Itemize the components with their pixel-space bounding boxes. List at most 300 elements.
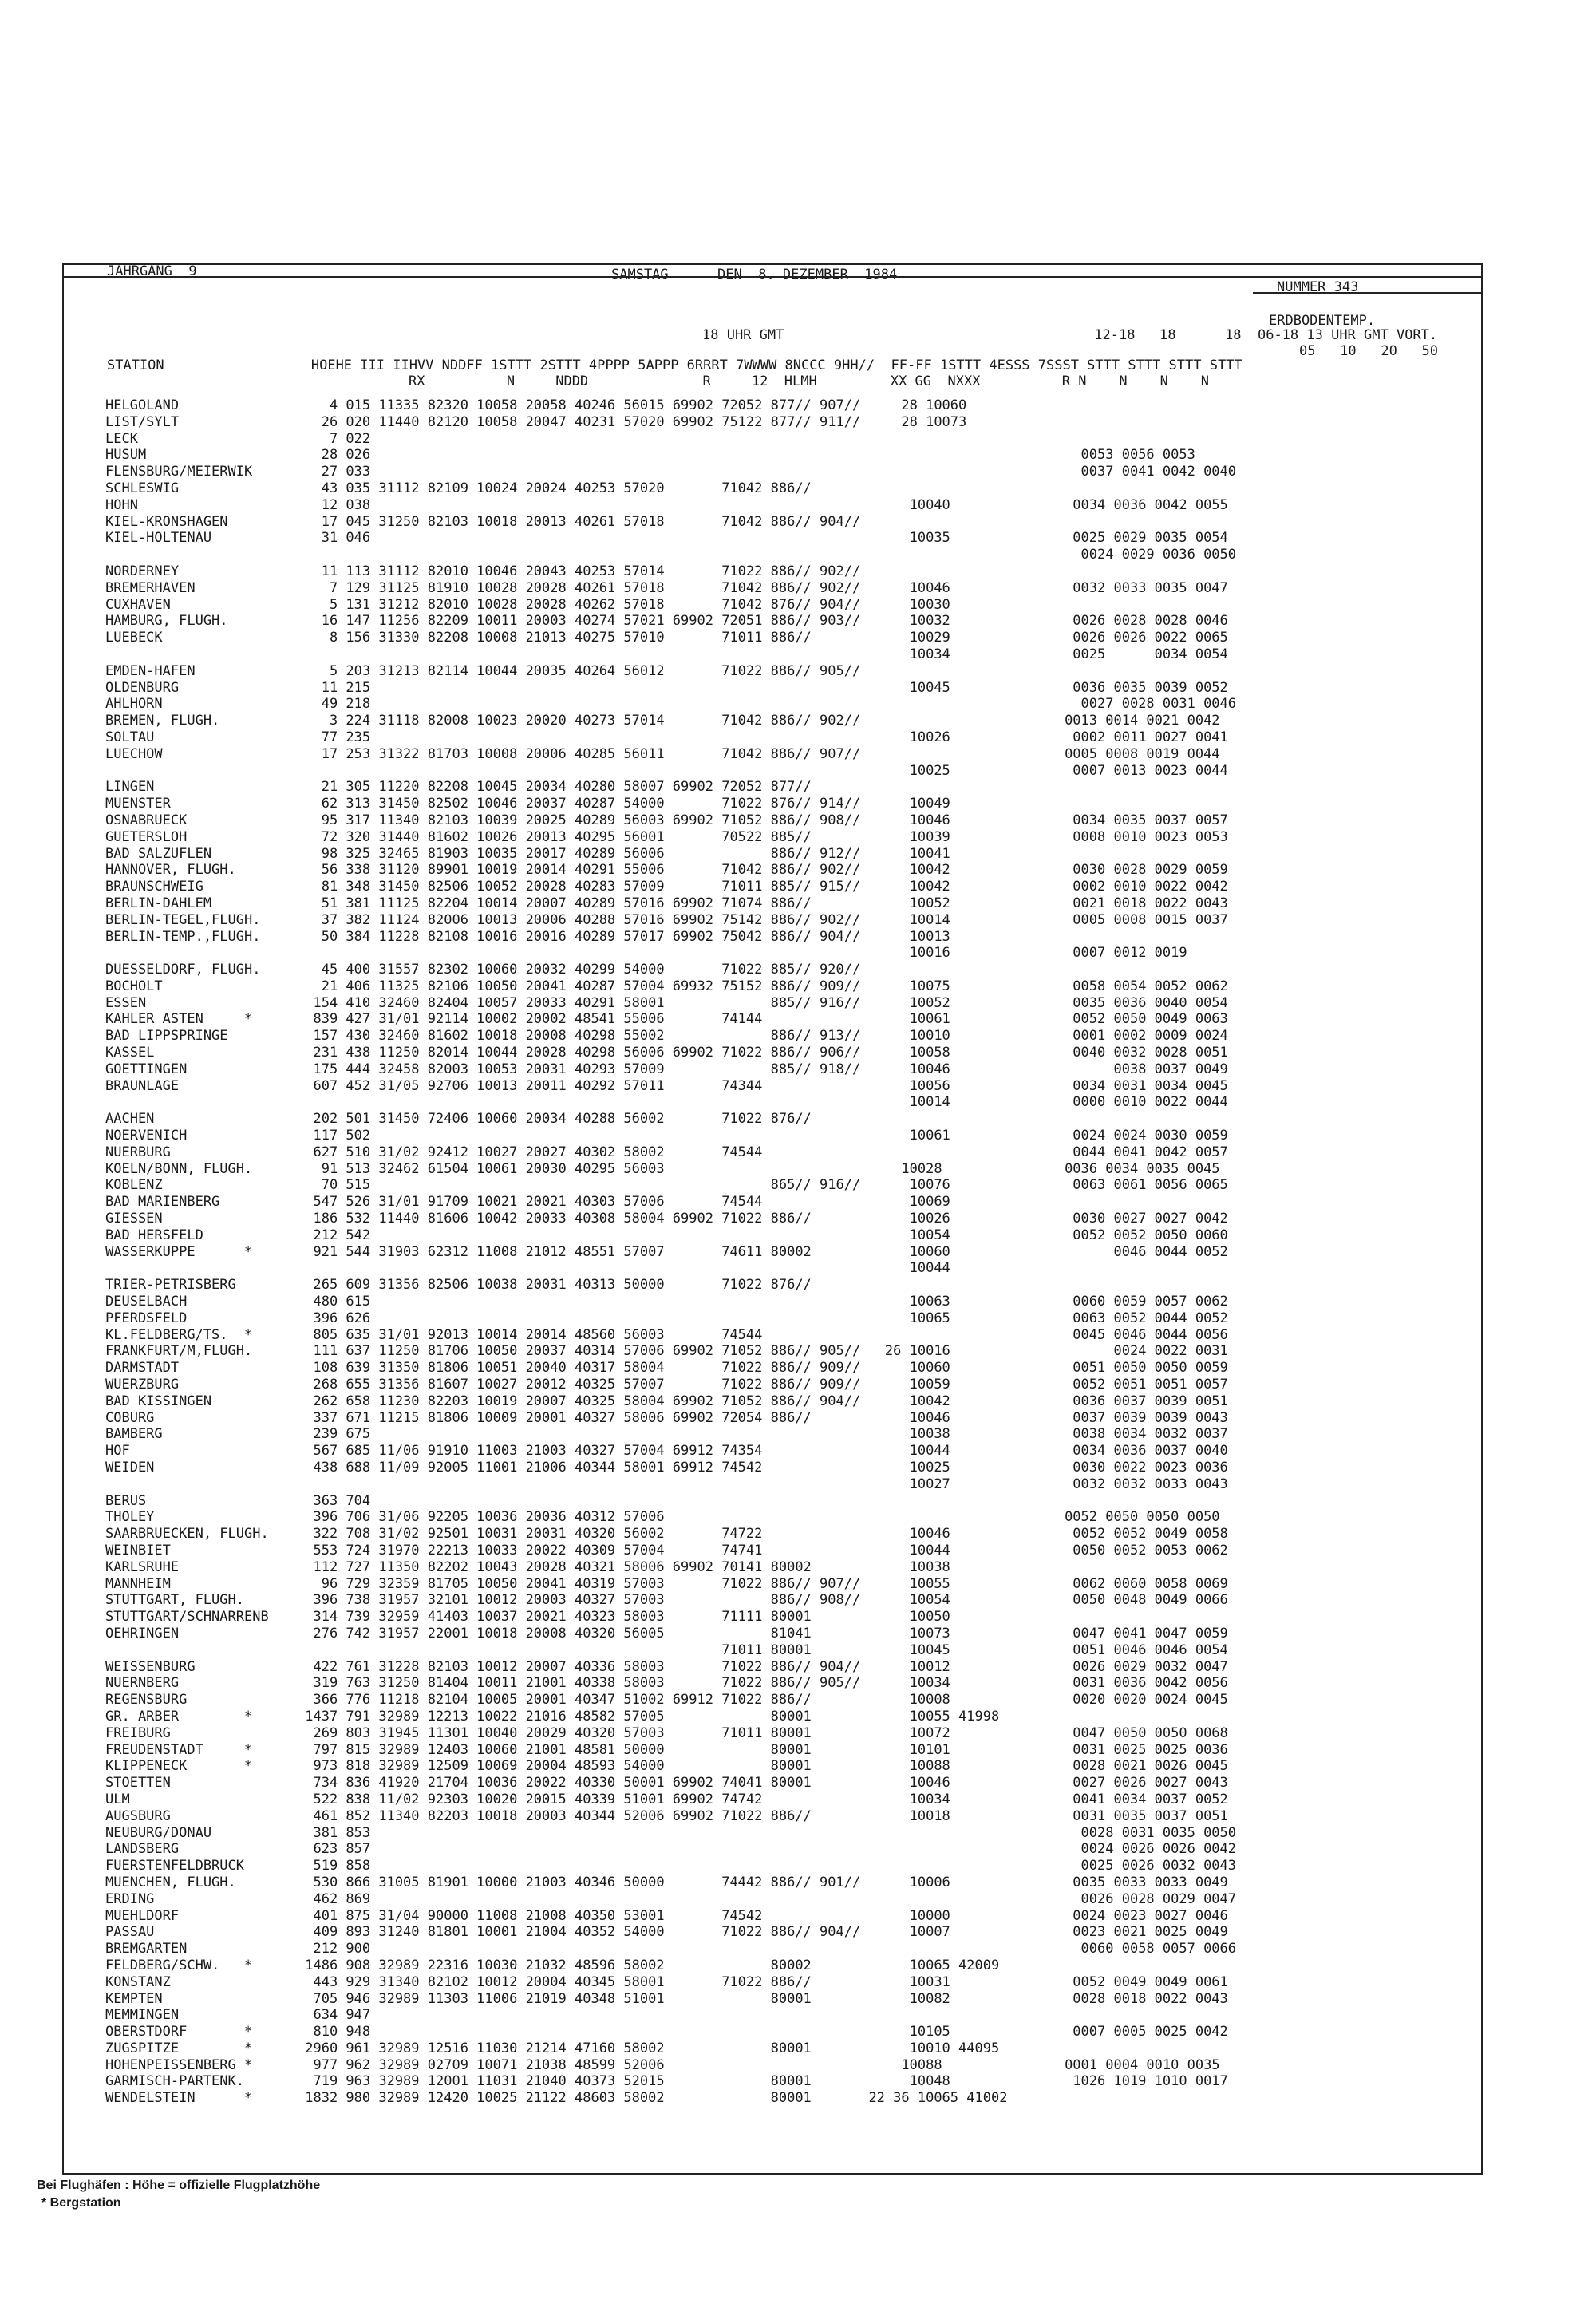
station-values: 438 688 11/09 92005 11001 21006 40344 58001 69912 74542 10025 0030 0022 0023 0036 [297, 1460, 1228, 1476]
table-row [105, 397, 1236, 414]
station-values: 212 542 10054 0052 0052 0050 0060 [297, 1227, 1228, 1243]
station-values: 522 838 11/02 92303 10020 20015 40339 51001 69902 74742 10034 0041 0034 0037 0052 [297, 1791, 1228, 1807]
station-values: 4 015 11335 82320 10058 20058 40246 56015 69902 72052 877// 907// 28 10060 [297, 397, 967, 413]
station-values: 186 532 11440 81606 10042 20033 40308 58004 69902 71022 886// 10026 0030 0027 0027 0042 [297, 1211, 1228, 1227]
station-values: 202 501 31450 72406 10060 20034 40288 56002 71022 876// [297, 1111, 812, 1128]
station-values: 314 739 32959 41403 10037 20021 40323 58003 71111 80001 10050 [297, 1609, 950, 1626]
station-values: 268 655 31356 81607 10027 20012 40325 57007 71022 886// 909// 10059 0052 0051 0051 0057 [297, 1377, 1228, 1393]
table-row [105, 1908, 1236, 1925]
table-row [105, 929, 1236, 946]
station-values: 977 962 32989 02709 10071 21038 48599 52006 10088 0001 0004 0010 0035 [297, 2056, 1220, 2073]
station-name: KIEL-HOLTENAU [105, 530, 212, 547]
station-name: HOF [105, 1443, 130, 1460]
station-values: 1832 980 32989 12420 10025 21122 48603 58002 80001 22 36 10065 41002 [297, 2090, 1008, 2107]
station-values: 108 639 31350 81806 10051 20040 40317 58004 71022 886// 909// 10060 0051 0050 0050 0059 [297, 1360, 1228, 1377]
station-values: 734 836 41920 21704 10036 20022 40330 50001 69902 74041 80001 10046 0027 0026 0027 0043 [297, 1775, 1228, 1792]
station-values: 10016 0007 0012 0019 [297, 945, 1187, 962]
table-row [105, 1177, 1236, 1194]
station-values: 45 400 31557 82302 10060 20032 40299 54000 71022 885// 920// [297, 962, 861, 978]
station-values: 49 218 0027 0028 0031 0046 [297, 696, 1237, 713]
station-values: 117 502 10061 0024 0024 0030 0059 [297, 1128, 1228, 1144]
station-name: NUERBURG [105, 1144, 171, 1160]
nummer-label: NUMMER 343 [1277, 279, 1359, 295]
station-name: STUTTGART/SCHNARRENB [105, 1609, 269, 1626]
station-values: 276 742 31957 22001 10018 20008 40320 56005 81041 10073 0047 0041 0047 0059 [297, 1625, 1228, 1642]
column-subheadings: RX N NDDD R 12 HLMH XX GG NXXX R N N N N [409, 373, 1210, 389]
table-row [105, 1958, 1236, 1974]
station-name: WEISSENBURG [105, 1658, 196, 1675]
table-row [105, 1460, 1236, 1476]
table-row [105, 1377, 1236, 1393]
table-row [105, 829, 1236, 846]
table-row [105, 580, 1236, 597]
table-row [105, 1742, 1236, 1759]
table-row [105, 713, 1236, 729]
station-name: BERLIN-DAHLEM [105, 895, 212, 911]
station-values: 0024 0029 0036 0050 [297, 547, 1237, 563]
station-values: 607 452 31/05 92706 10013 20011 40292 57011 74344 10056 0034 0031 0034 0045 [297, 1077, 1228, 1094]
table-row [105, 1858, 1236, 1875]
station-name: KONSTANZ [105, 1973, 171, 1990]
station-name: BREMGARTEN [105, 1941, 188, 1958]
station-name: DEUSELBACH [105, 1294, 188, 1310]
station-values: 462 869 0026 0028 0029 0047 [297, 1890, 1237, 1907]
station-name: DARMSTADT [105, 1360, 180, 1377]
table-row [105, 447, 1236, 464]
station-values: 627 510 31/02 92412 10027 20027 40302 58002 74544 0044 0041 0042 0057 [297, 1144, 1228, 1160]
station-name: STUTTGART, FLUGH. [105, 1592, 244, 1609]
table-row [105, 1941, 1236, 1958]
station-values: 51 381 11125 82204 10014 20007 40289 57016 69902 71074 886// 10052 0021 0018 0022 0043 [297, 895, 1228, 911]
table-row [105, 1725, 1236, 1742]
station-name: AACHEN [105, 1111, 155, 1128]
table-row [105, 2024, 1236, 2041]
station-name: GOETTINGEN [105, 1061, 188, 1077]
station-name: KASSEL [105, 1045, 155, 1061]
table-row [105, 746, 1236, 763]
station-name: MANNHEIM [105, 1575, 171, 1592]
station-values: 95 317 11340 82103 10039 20025 40289 56003 69902 71052 886// 908// 10046 0034 0035 0037 0057 [297, 812, 1228, 828]
depth-heading: 05 10 20 50 [1299, 343, 1438, 359]
station-name: BAD MARIENBERG [105, 1194, 220, 1211]
table-row [105, 1808, 1236, 1825]
station-table [105, 397, 1236, 2107]
table-row [105, 1543, 1236, 1559]
table-row [105, 1659, 1236, 1676]
table-row [105, 1675, 1236, 1692]
station-name: PASSAU [105, 1924, 155, 1941]
station-name: KAHLER ASTEN * [105, 1011, 253, 1028]
station-values: 175 444 32458 82003 10053 20031 40293 57009 885// 918// 10046 0038 0037 0049 [297, 1061, 1228, 1077]
station-name: ULM [105, 1791, 130, 1807]
table-row [105, 1592, 1236, 1609]
station-name: GIESSEN [105, 1211, 163, 1227]
station-values: 10044 [297, 1260, 950, 1277]
station-name: FUERSTENFELDBRUCK [105, 1858, 244, 1875]
table-row [105, 1692, 1236, 1709]
station-name: HELGOLAND [105, 397, 180, 413]
station-name: KEMPTEN [105, 1990, 163, 2007]
station-values: 81 348 31450 82506 10052 20028 40283 57009 71011 885// 915// 10042 0002 0010 0022 0042 [297, 879, 1228, 895]
station-name: SCHLESWIG [105, 480, 180, 496]
table-row [105, 1028, 1236, 1045]
station-name: KARLSRUHE [105, 1559, 180, 1575]
station-values: 634 947 [297, 2007, 371, 2024]
station-values: 72 320 31440 81602 10026 20013 40295 56001 70522 885// 10039 0008 0010 0023 0053 [297, 828, 1228, 845]
station-values: 231 438 11250 82014 10044 20028 40298 56006 69902 71022 886// 906// 10058 0040 0032 0028 0051 [297, 1045, 1228, 1061]
table-row [105, 1144, 1236, 1161]
station-name: BOCHOLT [105, 978, 163, 994]
station-name: HANNOVER, FLUGH. [105, 862, 236, 879]
station-values: 43 035 31112 82109 10024 20024 40253 57020 71042 886// [297, 480, 812, 496]
table-row [105, 1576, 1236, 1593]
table-row [105, 1343, 1236, 1360]
table-row [105, 2007, 1236, 2024]
table-row [105, 962, 1236, 978]
table-row [105, 1194, 1236, 1211]
station-name: BAMBERG [105, 1426, 163, 1443]
station-name: LUEBECK [105, 630, 163, 646]
station-values: 810 948 10105 0007 0005 0025 0042 [297, 2024, 1228, 2041]
station-values: 363 704 [297, 1492, 371, 1509]
station-name: NOERVENICH [105, 1128, 188, 1144]
column-headings: STATION HOEHE III IIHVV NDDFF 1STTT 2STTT 4PPPP 5APPP 6RRRT 7WWWW 8NCCC 9HH// FF-FF 1STTT 4ESSS 7SSST STTT STTT STTT STTT [107, 358, 1242, 373]
table-row [105, 630, 1236, 646]
station-values: 28 026 0053 0056 0053 [297, 447, 1195, 464]
station-name: BERLIN-TEMP.,FLUGH. [105, 928, 261, 945]
station-values: 111 637 11250 81706 10050 20037 40314 57006 69902 71052 886// 905// 26 10016 0024 0022 0031 [297, 1343, 1228, 1360]
station-values: 623 857 0024 0026 0026 0042 [297, 1841, 1237, 1858]
table-row [105, 1493, 1236, 1510]
table-row [105, 530, 1236, 547]
table-row [105, 1526, 1236, 1543]
station-values: 480 615 10063 0060 0059 0057 0062 [297, 1294, 1228, 1310]
erdboden-heading: ERDBODENTEMP. [1269, 313, 1376, 329]
station-values: 396 738 31957 32101 10012 20003 40327 57003 886// 908// 10054 0050 0048 0049 0066 [297, 1592, 1228, 1609]
station-values: 422 761 31228 82103 10012 20007 40336 58003 71022 886// 904// 10012 0026 0029 0032 0047 [297, 1658, 1228, 1675]
station-name: WUERZBURG [105, 1377, 180, 1393]
footnote-airports: Bei Flughäfen : Höhe = offizielle Flugplatzhöhe [37, 2179, 321, 2192]
table-row [105, 1426, 1236, 1443]
table-row [105, 1974, 1236, 1991]
table-row [105, 514, 1236, 531]
table-row [105, 1410, 1236, 1427]
station-name: MEMMINGEN [105, 2007, 180, 2024]
station-values: 5 203 31213 82114 10044 20035 40264 56012 71022 886// 905// [297, 662, 861, 679]
station-name: THOLEY [105, 1509, 155, 1526]
station-values: 2960 961 32989 12516 11030 21214 47160 58002 80001 10010 44095 [297, 2040, 1000, 2056]
table-row [105, 547, 1236, 563]
table-row [105, 1875, 1236, 1891]
station-name: KLIPPENECK * [105, 1758, 253, 1775]
station-name: MUENSTER [105, 796, 171, 812]
table-row [105, 1792, 1236, 1808]
station-name: BERLIN-TEGEL,FLUGH. [105, 911, 261, 928]
station-values: 269 803 31945 11301 10040 20029 40320 57003 71011 80001 10072 0047 0050 0050 0068 [297, 1724, 1228, 1741]
table-row [105, 2073, 1236, 2090]
station-values: 547 526 31/01 91709 10021 20021 40303 57006 74544 10069 [297, 1194, 950, 1211]
table-row [105, 1476, 1236, 1493]
table-row [105, 945, 1236, 962]
station-values: 319 763 31250 81404 10011 21001 40338 58003 71022 886// 905// 10034 0031 0036 0042 0056 [297, 1675, 1228, 1692]
station-name: BRAUNSCHWEIG [105, 879, 203, 895]
station-name: LUECHOW [105, 745, 163, 762]
station-values: 973 818 32989 12509 10069 20004 48593 54000 80001 10088 0028 0021 0026 0045 [297, 1758, 1228, 1775]
table-row [105, 563, 1236, 580]
station-values: 157 430 32460 81602 10018 20008 40298 55002 886// 913// 10010 0001 0002 0009 0024 [297, 1028, 1228, 1045]
station-name: BAD SALZUFLEN [105, 845, 212, 862]
table-row [105, 2090, 1236, 2107]
station-name: AUGSBURG [105, 1807, 171, 1824]
station-values: 31 046 10035 0025 0029 0035 0054 [297, 530, 1228, 547]
station-values: 461 852 11340 82203 10018 20003 40344 52006 69902 71022 886// 10018 0031 0035 0037 0051 [297, 1807, 1228, 1824]
table-row [105, 1443, 1236, 1460]
station-values: 1486 908 32989 22316 10030 21032 48596 58002 80002 10065 42009 [297, 1957, 1000, 1973]
station-name: GARMISCH-PARTENK. [105, 2073, 244, 2090]
table-row [105, 1709, 1236, 1725]
station-values: 10034 0025 0034 0054 [297, 646, 1228, 662]
station-name: ERDING [105, 1890, 155, 1907]
table-row [105, 1393, 1236, 1410]
station-values: 10027 0032 0032 0033 0043 [297, 1476, 1228, 1492]
table-row [105, 696, 1236, 713]
table-row [105, 1111, 1236, 1128]
station-values: 262 658 11230 82203 10019 20007 40325 58004 69902 71052 886// 904// 10042 0036 0037 0039 0051 [297, 1393, 1228, 1409]
station-name: MUENCHEN, FLUGH. [105, 1874, 236, 1890]
station-name: SAARBRUECKEN, FLUGH. [105, 1526, 269, 1543]
table-row [105, 597, 1236, 614]
table-row [105, 646, 1236, 663]
date-label: SAMSTAG DEN 8. DEZEMBER 1984 [611, 267, 898, 282]
station-values: 112 727 11350 82202 10043 20028 40321 58006 69902 70141 80002 10038 [297, 1559, 950, 1575]
table-row [105, 431, 1236, 448]
station-values: 443 929 31340 82102 10012 20004 40345 58001 71022 886// 10031 0052 0049 0049 0061 [297, 1973, 1228, 1990]
station-values: 91 513 32462 61504 10061 20030 40295 56003 10028 0036 0034 0035 0045 [297, 1160, 1220, 1177]
station-values: 37 382 11124 82006 10013 20006 40288 57016 69902 75142 886// 902// 10014 0005 0008 0015 0037 [297, 911, 1228, 928]
table-row [105, 1991, 1236, 2008]
table-row [105, 1609, 1236, 1626]
station-values: 12 038 10040 0034 0036 0042 0055 [297, 496, 1228, 513]
station-values: 265 609 31356 82506 10038 20031 40313 50000 71022 876// [297, 1277, 812, 1294]
station-values: 27 033 0037 0041 0042 0040 [297, 464, 1237, 480]
station-values: 530 866 31005 81901 10000 21003 40346 50000 74442 886// 901// 10006 0035 0033 0033 0049 [297, 1874, 1228, 1890]
table-row [105, 846, 1236, 863]
table-row [105, 613, 1236, 630]
station-values: 239 675 10038 0038 0034 0032 0037 [297, 1426, 1228, 1443]
table-row [105, 1642, 1236, 1659]
table-row [105, 1211, 1236, 1227]
station-name: WEINBIET [105, 1542, 171, 1559]
station-values: 212 900 0060 0058 0057 0066 [297, 1941, 1237, 1958]
station-values: 396 706 31/06 92205 10036 20036 40312 57006 0052 0050 0050 0050 [297, 1509, 1220, 1526]
station-name: NORDERNEY [105, 563, 180, 579]
station-name: GUETERSLOH [105, 828, 188, 845]
table-row [105, 464, 1236, 480]
station-name: EMDEN-HAFEN [105, 662, 196, 679]
station-name: OLDENBURG [105, 679, 180, 696]
station-values: 337 671 11215 81806 10009 20001 40327 58006 69902 72054 886// 10046 0037 0039 0039 0043 [297, 1409, 1228, 1426]
station-name: COBURG [105, 1409, 155, 1426]
table-row [105, 1775, 1236, 1792]
station-values: 401 875 31/04 90000 11008 21008 40350 53001 74542 10000 0024 0023 0027 0046 [297, 1907, 1228, 1924]
station-name: KIEL-KRONSHAGEN [105, 513, 228, 530]
table-row [105, 1841, 1236, 1858]
station-name: BERUS [105, 1492, 147, 1509]
station-values: 8 156 31330 82208 10008 21013 40275 57010 71011 886// 10029 0026 0026 0022 0065 [297, 630, 1228, 646]
table-row [105, 1011, 1236, 1028]
station-values: 26 020 11440 82120 10058 20047 40231 57020 69902 75122 877// 911// 28 10073 [297, 413, 967, 430]
table-row [105, 1045, 1236, 1061]
station-name: OBERSTDORF * [105, 2024, 253, 2041]
table-row [105, 1244, 1236, 1261]
station-name: TRIER-PETRISBERG [105, 1277, 236, 1294]
station-name: FREIBURG [105, 1724, 171, 1741]
station-values: 62 313 31450 82502 10046 20037 40287 54000 71022 876// 914// 10049 [297, 796, 950, 812]
table-row [105, 995, 1236, 1012]
station-values: 553 724 31970 22213 10033 20022 40309 57004 74741 10044 0050 0052 0053 0062 [297, 1542, 1228, 1559]
header-divider-right [1253, 292, 1481, 294]
table-row [105, 414, 1236, 431]
station-values: 567 685 11/06 91910 11003 21003 40327 57004 69912 74354 10044 0034 0036 0037 0040 [297, 1443, 1228, 1460]
station-name: KOELN/BONN, FLUGH. [105, 1160, 253, 1177]
station-name: HOHN [105, 496, 138, 513]
station-name: OSNABRUECK [105, 812, 188, 828]
station-values: 396 626 10065 0063 0052 0044 0052 [297, 1310, 1228, 1326]
table-row [105, 1559, 1236, 1576]
station-name: STOETTEN [105, 1775, 171, 1792]
table-row [105, 1277, 1236, 1294]
station-name: SOLTAU [105, 729, 155, 745]
station-name: HAMBURG, FLUGH. [105, 613, 228, 630]
station-values: 70 515 865// 916// 10076 0063 0061 0056 0065 [297, 1177, 1228, 1194]
table-row [105, 1360, 1236, 1377]
station-name: WASSERKUPPE * [105, 1243, 253, 1260]
station-name: AHLHORN [105, 696, 163, 713]
table-row [105, 812, 1236, 829]
table-row [105, 879, 1236, 895]
station-values: 17 045 31250 82103 10018 20013 40261 57018 71042 886// 904// [297, 513, 861, 530]
table-row [105, 680, 1236, 697]
station-name: BAD KISSINGEN [105, 1393, 212, 1409]
station-values: 1437 791 32989 12213 10022 21016 48582 57005 80001 10055 41998 [297, 1708, 1000, 1724]
station-values: 719 963 32989 12001 11031 21040 40373 52015 80001 10048 1026 1019 1010 0017 [297, 2073, 1228, 2090]
table-row [105, 1227, 1236, 1244]
station-values: 96 729 32359 81705 10050 20041 40319 57003 71022 886// 907// 10055 0062 0060 0058 0069 [297, 1575, 1228, 1592]
gmt-heading: 18 UHR GMT 12-18 18 18 06-18 13 UHR GMT VORT. [702, 327, 1438, 343]
station-name: OEHRINGEN [105, 1625, 180, 1642]
station-values: 10025 0007 0013 0023 0044 [297, 762, 1228, 779]
station-name: ZUGSPITZE * [105, 2040, 253, 2056]
station-name: BAD LIPPSPRINGE [105, 1028, 228, 1045]
table-row [105, 1825, 1236, 1842]
station-values: 705 946 32989 11303 11006 21019 40348 51001 80001 10082 0028 0018 0022 0043 [297, 1990, 1228, 2007]
station-values: 7 129 31125 81910 10028 20028 40261 57018 71042 886// 902// 10046 0032 0033 0035 0047 [297, 579, 1228, 596]
station-name: HOHENPEISSENBERG * [105, 2056, 253, 2073]
station-name: NUERNBERG [105, 1675, 180, 1692]
table-row [105, 796, 1236, 812]
table-row [105, 1128, 1236, 1144]
table-row [105, 1260, 1236, 1277]
station-name: BREMERHAVEN [105, 579, 196, 596]
table-row [105, 729, 1236, 746]
station-values: 11 113 31112 82010 10046 20043 40253 57014 71022 886// 902// [297, 563, 861, 579]
station-values: 154 410 32460 82404 10057 20033 40291 58001 885// 916// 10052 0035 0036 0040 0054 [297, 994, 1228, 1011]
station-name: LECK [105, 430, 138, 447]
station-name: CUXHAVEN [105, 596, 171, 613]
table-row [105, 895, 1236, 912]
station-name: LIST/SYLT [105, 413, 180, 430]
station-name: FRANKFURT/M,FLUGH. [105, 1343, 253, 1360]
station-values: 17 253 31322 81703 10008 20006 40285 56011 71042 886// 907// 0005 0008 0019 0044 [297, 745, 1220, 762]
table-row [105, 2041, 1236, 2057]
table-row [105, 1509, 1236, 1526]
station-name: WENDELSTEIN * [105, 2090, 253, 2107]
station-name: LANDSBERG [105, 1841, 180, 1858]
station-values: 50 384 11228 82108 10016 20016 40289 57017 69902 75042 886// 904// 10013 [297, 928, 950, 945]
station-values: 11 215 10045 0036 0035 0039 0052 [297, 679, 1228, 696]
station-values: 797 815 32989 12403 10060 21001 48581 50000 80001 10101 0031 0025 0025 0036 [297, 1741, 1228, 1758]
table-row [105, 2057, 1236, 2074]
station-values: 77 235 10026 0002 0011 0027 0041 [297, 729, 1228, 745]
station-values: 71011 80001 10045 0051 0046 0046 0054 [297, 1642, 1228, 1658]
station-name: FELDBERG/SCHW. * [105, 1957, 253, 1973]
table-row [105, 779, 1236, 796]
footnote-mountain: * Bergstation [41, 2196, 121, 2210]
station-name: NEUBURG/DONAU [105, 1824, 212, 1841]
station-values: 3 224 31118 82008 10023 20020 40273 57014 71042 886// 902// 0013 0014 0021 0042 [297, 713, 1220, 729]
table-row [105, 1758, 1236, 1775]
station-values: 519 858 0025 0026 0032 0043 [297, 1858, 1237, 1875]
table-row [105, 1310, 1236, 1327]
station-name: REGENSBURG [105, 1692, 188, 1709]
station-name: HUSUM [105, 447, 147, 464]
station-values: 16 147 11256 82209 10011 20003 40274 57021 69902 72051 886// 903// 10032 0026 0028 0028 0046 [297, 613, 1228, 630]
station-values: 839 427 31/01 92114 10002 20002 48541 55006 74144 10061 0052 0050 0049 0063 [297, 1011, 1228, 1028]
station-values: 5 131 31212 82010 10028 20028 40262 57018 71042 876// 904// 10030 [297, 596, 950, 613]
table-row [105, 663, 1236, 680]
station-values: 409 893 31240 81801 10001 21004 40352 54000 71022 886// 904// 10007 0023 0021 0025 0049 [297, 1924, 1228, 1941]
station-name: PFERDSFELD [105, 1310, 188, 1326]
jahrgang-label: JAHRGANG 9 [107, 263, 197, 279]
station-name: FREUDENSTADT * [105, 1741, 253, 1758]
table-row [105, 1161, 1236, 1178]
station-name: GR. ARBER * [105, 1708, 253, 1724]
table-row [105, 862, 1236, 879]
station-values: 21 406 11325 82106 10050 20041 40287 57004 69932 75152 886// 909// 10075 0058 0054 0052 0062 [297, 978, 1228, 994]
station-name: DUESSELDORF, FLUGH. [105, 962, 261, 978]
table-row [105, 1891, 1236, 1908]
station-name: ESSEN [105, 994, 147, 1011]
station-values: 21 305 11220 82208 10045 20034 40280 58007 69902 72052 877// [297, 779, 812, 796]
station-name: KL.FELDBERG/TS. * [105, 1326, 253, 1343]
station-name: MUEHLDORF [105, 1907, 180, 1924]
table-row [105, 497, 1236, 514]
station-values: 98 325 32465 81903 10035 20017 40289 56006 886// 912// 10041 [297, 845, 950, 862]
station-values: 322 708 31/02 92501 10031 20031 40320 56002 74722 10046 0052 0052 0049 0058 [297, 1526, 1228, 1543]
station-name: KOBLENZ [105, 1177, 163, 1194]
table-row [105, 1626, 1236, 1642]
station-values: 366 776 11218 82104 10005 20001 40347 51002 69912 71022 886// 10008 0020 0020 0024 0045 [297, 1692, 1228, 1709]
station-name: BRAUNLAGE [105, 1077, 180, 1094]
table-row [105, 1078, 1236, 1095]
station-values: 7 022 [297, 430, 371, 447]
station-name: BREMEN, FLUGH. [105, 713, 220, 729]
table-row [105, 480, 1236, 497]
station-values: 56 338 31120 89901 10019 20014 40291 55006 71042 886// 902// 10042 0030 0028 0029 0059 [297, 862, 1228, 879]
table-row [105, 912, 1236, 929]
station-name: BAD HERSFELD [105, 1227, 203, 1243]
station-values: 10014 0000 0010 0022 0044 [297, 1094, 1228, 1111]
